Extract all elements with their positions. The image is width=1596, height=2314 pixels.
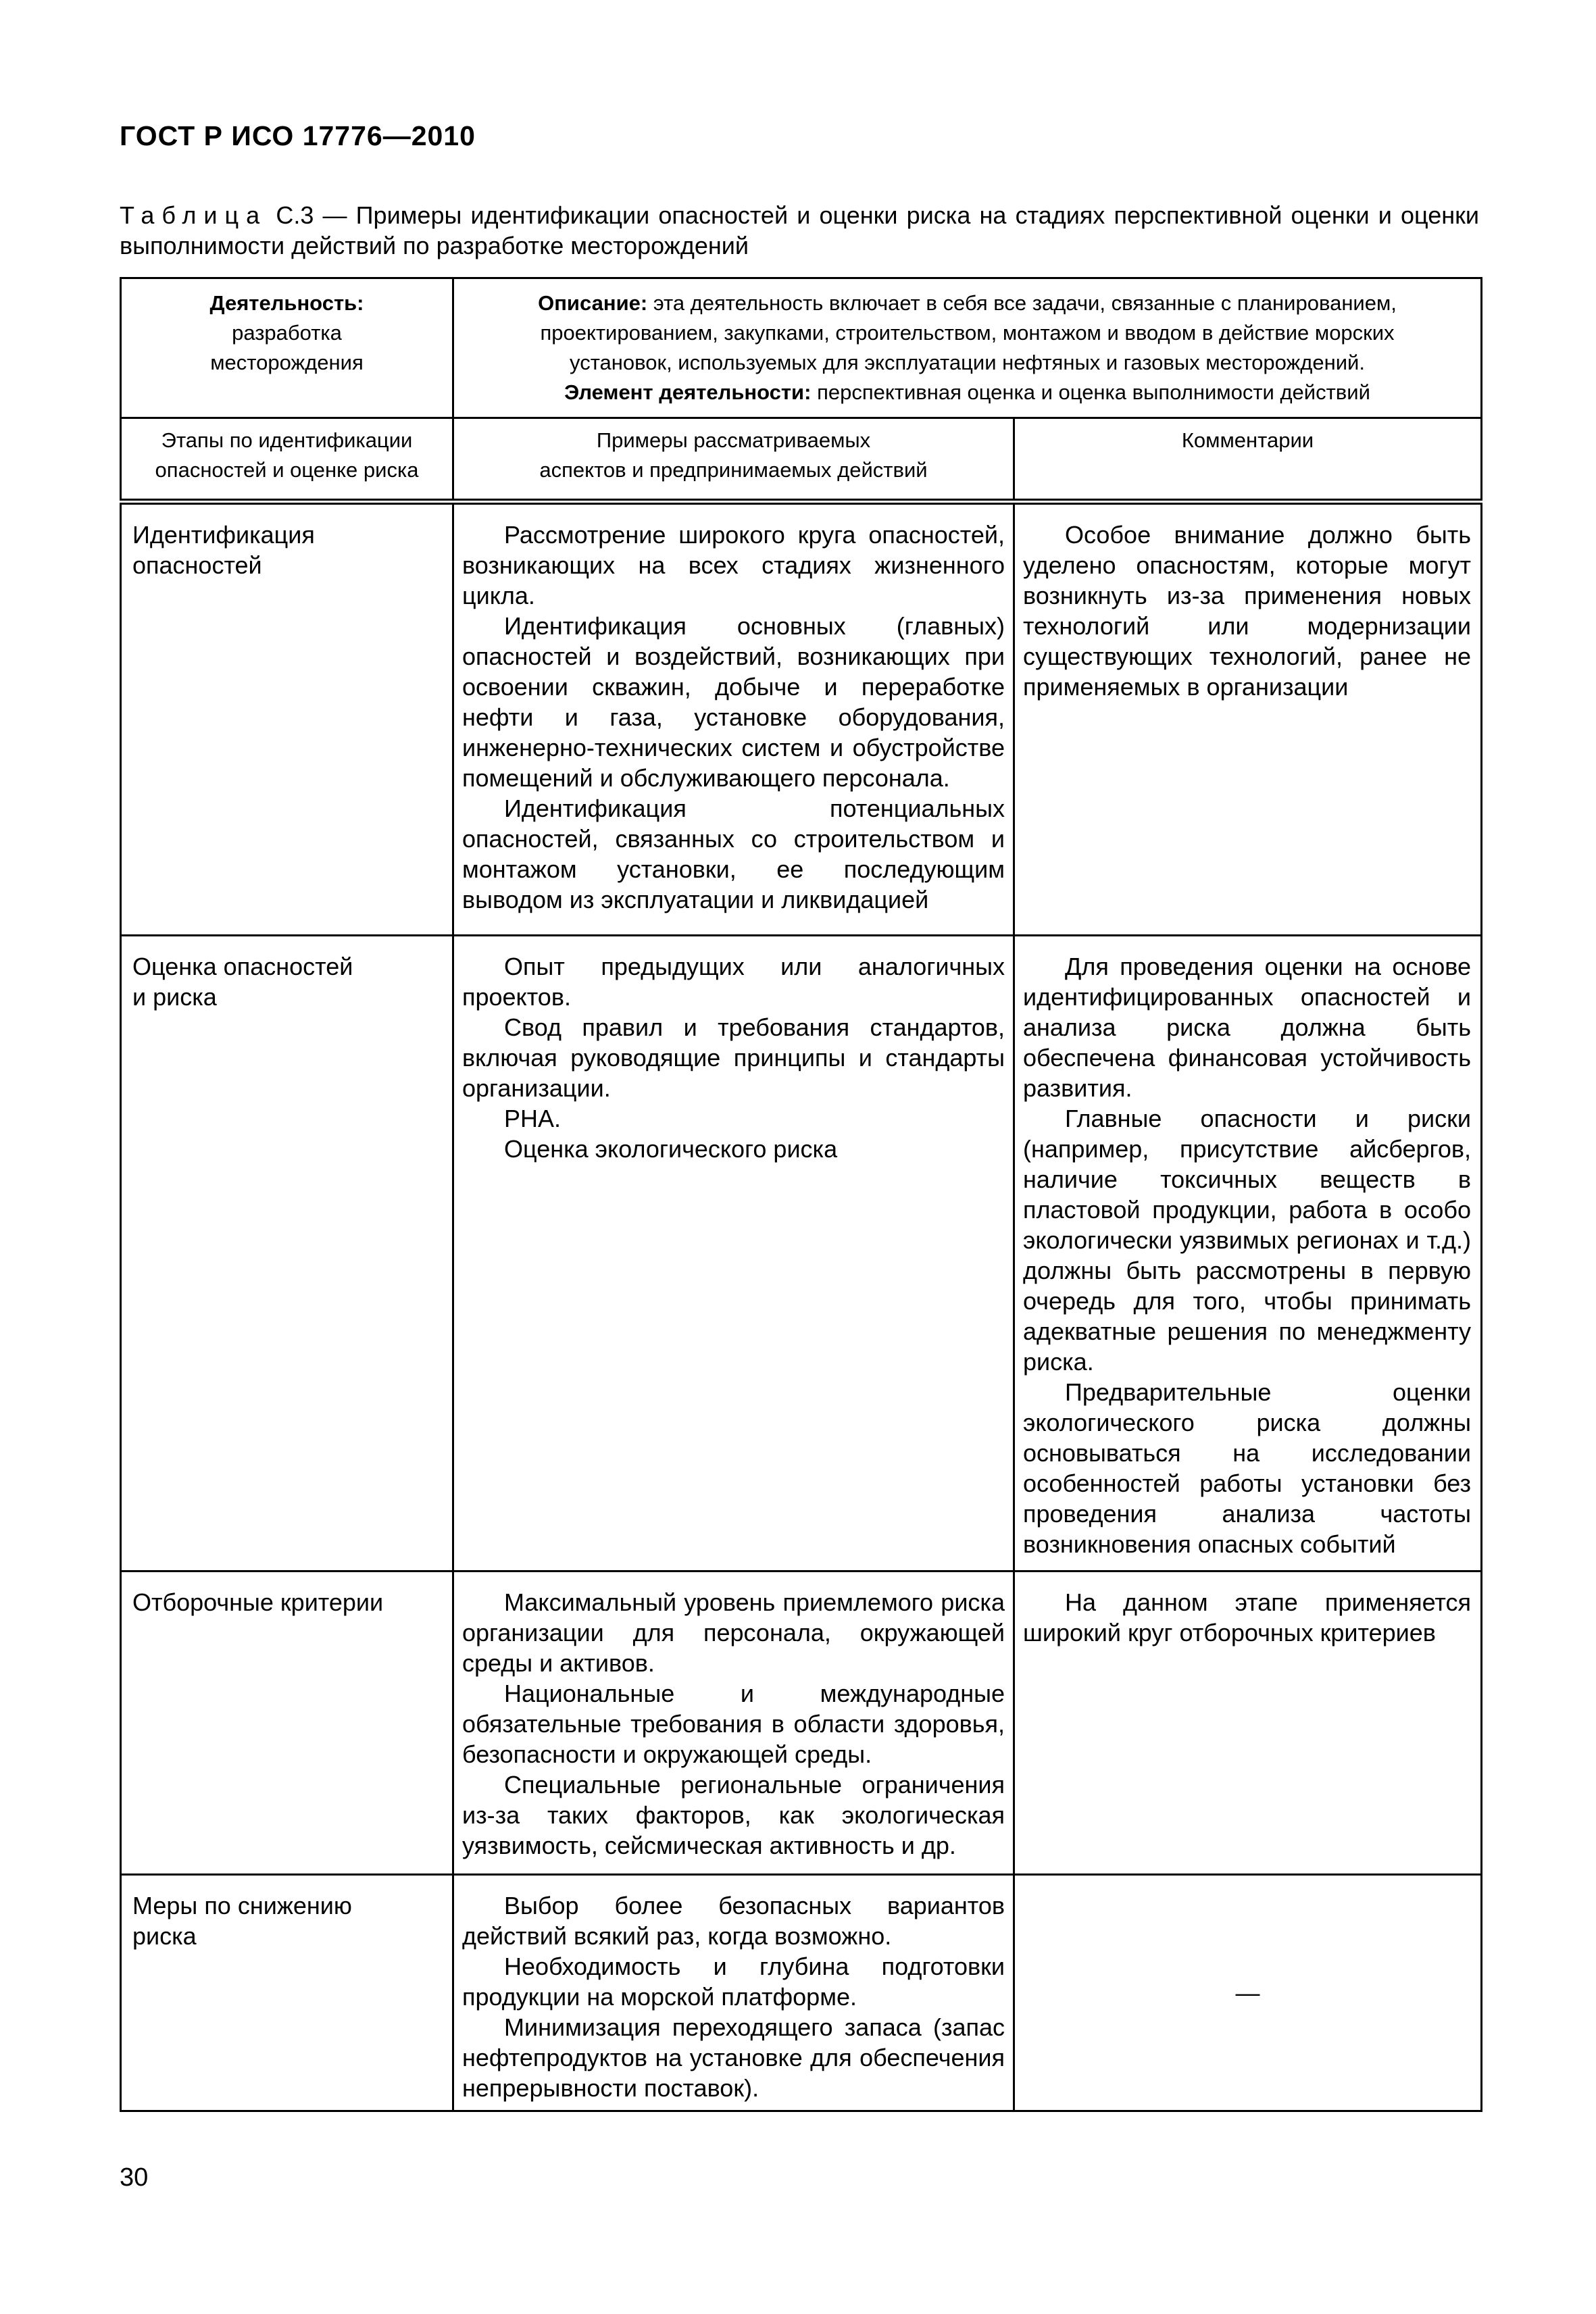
examples-cell [453, 1571, 1014, 1875]
activity-line-1: разработка [232, 321, 342, 345]
examples-cell [453, 1875, 1014, 2111]
example-paragraph: Национальные и международные обязательные требования в области здоровья, безопасности и окружающей среды. [462, 1680, 1005, 1768]
table-header-row [121, 278, 1482, 418]
table-row [121, 502, 1482, 936]
page-number: 30 [120, 2163, 149, 2192]
description-line-1 [458, 288, 1476, 318]
example-paragraph: Специальные региональные ограничения из-за таких факторов, как экологическая уязвимость, сейсмическая активность и др. [462, 1771, 1005, 1859]
example-paragraph: Необходимость и глубина подготовки продукции на морской платформе. [462, 1953, 1005, 2011]
example-paragraph: Выбор более безопасных вариантов действий всякий раз, когда возможно. [462, 1892, 1005, 1950]
comment-paragraph: На данном этапе применяется широкий круг отборочных критериев [1023, 1588, 1472, 1646]
table-row [121, 1571, 1482, 1875]
description-line-2: проектированием, закупками, строительством, монтажом и вводом в действие морских [540, 321, 1395, 345]
comment-paragraph: Предварительные оценки экологического риска должны основываться на исследовании особенностей работы установки без проведения анализа частоты возникновения опасных событий [1023, 1378, 1472, 1558]
table-caption [120, 200, 1479, 261]
column-header-stages: Этапы по идентификации опасностей и оценке риска [121, 418, 453, 502]
comments-cell-empty: — [1014, 1875, 1482, 2111]
activity-element-label: Элемент деятельности: [564, 380, 812, 404]
description-cell [453, 278, 1482, 418]
example-paragraph: Свод правил и требования стандартов, включая руководящие принципы и стандарты организации. [462, 1013, 1005, 1102]
table-row [121, 936, 1482, 1571]
stage-cell: Отборочные критерии [121, 1571, 453, 1875]
examples-cell [453, 502, 1014, 936]
example-paragraph: Идентификация потенциальных опасностей, связанных со строительством и монтажом установки, ее последующим выводом из эксплуатации и ликвидацией [462, 795, 1005, 913]
description-line-3: установок, используемых для эксплуатации нефтяных и газовых месторождений. [570, 351, 1365, 374]
stage-cell: Идентификация опасностей [121, 502, 453, 936]
activity-label: Деятельность: [209, 291, 364, 315]
stage-cell: Оценка опасностей и риска [121, 936, 453, 1571]
column-header-examples: Примеры рассматриваемых аспектов и предпринимаемых действий [453, 418, 1014, 502]
comment-paragraph: Главные опасности и риски (например, присутствие айсбергов, наличие токсичных веществ в пластовой продукции, работа в особо экологически уязвимых регионах и т.д.) должны быть рассмотрены в первую очередь для того, чтобы принимать адекватные решения по менеджменту риска. [1023, 1105, 1472, 1376]
stage-cell: Меры по снижению риска [121, 1875, 453, 2111]
risk-assessment-table [120, 277, 1482, 2112]
comments-cell [1014, 936, 1482, 1571]
examples-cell [453, 936, 1014, 1571]
activity-line-2: месторождения [210, 351, 364, 374]
column-header-row [121, 418, 1482, 502]
column-header-comments: Комментарии [1014, 418, 1482, 502]
document-header: ГОСТ Р ИСО 17776—2010 [120, 120, 476, 151]
table-row [121, 1875, 1482, 2111]
comment-paragraph: Для проведения оценки на основе идентифицированных опасностей и анализа риска должна быть обеспечена финансовая устойчивость развития. [1023, 953, 1472, 1102]
example-paragraph: Минимизация переходящего запаса (запас нефтепродуктов на установке для обеспечения непрерывности поставок). [462, 2013, 1005, 2102]
example-paragraph: РНА. [504, 1105, 562, 1132]
description-label: Описание: [538, 291, 648, 315]
description-text-1: эта деятельность включает в себя все задачи, связанные с планированием, [653, 291, 1397, 315]
activity-element-text: перспективная оценка и оценка выполнимости действий [817, 380, 1370, 404]
activity-element-line [458, 378, 1476, 407]
example-paragraph: Максимальный уровень приемлемого риска организации для персонала, окружающей среды и активов. [462, 1588, 1005, 1677]
example-paragraph: Рассмотрение широкого круга опасностей, возникающих на всех стадиях жизненного цикла. [462, 521, 1005, 609]
caption-text: С.3 — Примеры идентификации опасностей и оценки риска на стадиях перспективной оценки и оценки выполнимости действий по разработке месторождений [120, 201, 1479, 259]
caption-lead: Таблица [120, 201, 268, 229]
comments-cell [1014, 1571, 1482, 1875]
example-paragraph: Опыт предыдущих или аналогичных проектов. [462, 953, 1005, 1011]
example-paragraph: Оценка экологического риска [504, 1135, 838, 1163]
comment-paragraph: Особое внимание должно быть уделено опасностям, которые могут возникнуть из-за применения новых технологий или модернизации существующих технологий, ранее не применяемых в организации [1023, 521, 1472, 701]
example-paragraph: Идентификация основных (главных) опасностей и воздействий, возникающих при освоении скважин, добыче и переработке нефти и газа, установке оборудования, инженерно-технических систем и обустройстве помещений и обслуживающего персонала. [462, 612, 1005, 792]
comments-cell [1014, 502, 1482, 936]
activity-cell [121, 278, 453, 418]
